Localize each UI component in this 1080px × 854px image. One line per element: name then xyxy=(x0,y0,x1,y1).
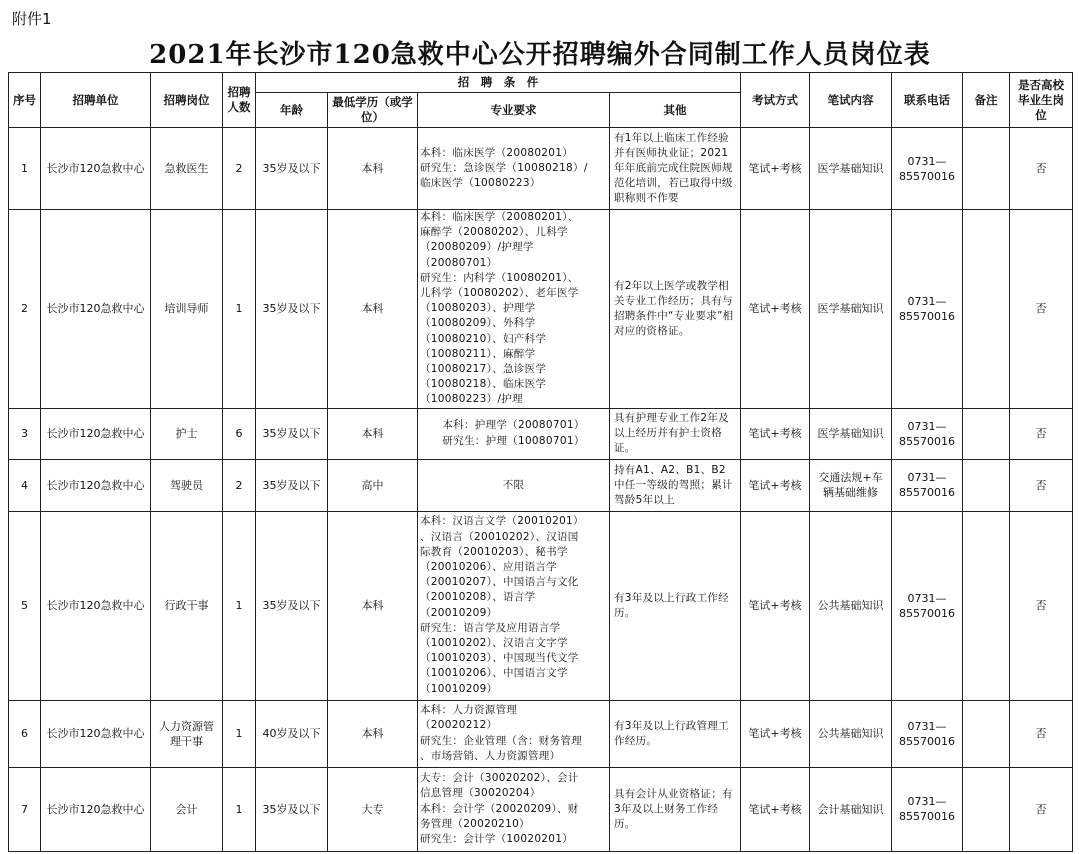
row-exam-method: 笔试+考核 xyxy=(741,408,810,459)
row-other: 有3年及以上行政工作经历。 xyxy=(610,511,741,700)
row-unit: 长沙市120急救中心 xyxy=(41,128,151,210)
row-remark xyxy=(963,459,1010,511)
row-remark xyxy=(963,511,1010,700)
row-unit: 长沙市120急救中心 xyxy=(41,511,151,700)
header-exam-method: 考试方式 xyxy=(741,73,810,128)
row-written-content: 会计基础知识 xyxy=(810,767,892,851)
row-education: 大专 xyxy=(328,767,418,851)
row-age: 35岁及以下 xyxy=(256,408,328,459)
row-graduate: 否 xyxy=(1010,700,1073,767)
header-unit: 招聘单位 xyxy=(41,73,151,128)
row-other: 具有护理专业工作2年及以上经历并有护士资格证。 xyxy=(610,408,741,459)
row-age: 35岁及以下 xyxy=(256,210,328,409)
row-education: 本科 xyxy=(328,511,418,700)
row-graduate: 否 xyxy=(1010,459,1073,511)
row-count: 1 xyxy=(223,700,256,767)
row-education: 本科 xyxy=(328,128,418,210)
row-position: 行政干事 xyxy=(151,511,223,700)
row-other: 持有A1、A2、B1、B2中任一等级的驾照；累计驾龄5年以上 xyxy=(610,459,741,511)
row-count: 1 xyxy=(223,210,256,409)
row-exam-method: 笔试+考核 xyxy=(741,128,810,210)
row-position: 会计 xyxy=(151,767,223,851)
row-count: 1 xyxy=(223,767,256,851)
row-written-content: 交通法规+车辆基础维修 xyxy=(810,459,892,511)
row-phone: 0731— 85570016 xyxy=(892,459,963,511)
row-remark xyxy=(963,408,1010,459)
row-other: 具有会计从业资格证；有3年及以上财务工作经历。 xyxy=(610,767,741,851)
row-age: 35岁及以下 xyxy=(256,459,328,511)
header-seq: 序号 xyxy=(9,73,41,128)
header-phone: 联系电话 xyxy=(892,73,963,128)
row-major: 本科：汉语言文学（20010201） 、汉语言（20010202）、汉语国 际教育（20010203）、秘书学 （20010206）、应用语言学 （20010207）、中国语言与文化 （20010208）、语言学 （20010209） 研究生：语言学及应用语言学 （10010202）、汉语言文字学 （10010203）、中国现当代文学 （10010206）、中国语言文学 （10010209） xyxy=(418,511,610,700)
row-seq: 5 xyxy=(9,511,41,700)
row-phone: 0731— 85570016 xyxy=(892,511,963,700)
row-age: 40岁及以下 xyxy=(256,700,328,767)
header-position: 招聘岗位 xyxy=(151,73,223,128)
header-written-content: 笔试内容 xyxy=(810,73,892,128)
row-unit: 长沙市120急救中心 xyxy=(41,700,151,767)
row-seq: 7 xyxy=(9,767,41,851)
row-written-content: 医学基础知识 xyxy=(810,408,892,459)
row-seq: 2 xyxy=(9,210,41,409)
row-major: 本科：临床医学（20080201）、 麻醉学（20080202）、儿科学 （20080209）/护理学 （20080701） 研究生：内科学（10080201）、 儿科学（10080202）、老年医学 （10080203）、护理学 （10080209）、外科学 （10080210）、妇产科学 （10080211）、麻醉学 （10080217）、急诊医学 （10080218）、临床医学 （10080223）/护理 xyxy=(418,210,610,409)
row-position: 护士 xyxy=(151,408,223,459)
row-exam-method: 笔试+考核 xyxy=(741,511,810,700)
row-unit: 长沙市120急救中心 xyxy=(41,210,151,409)
row-age: 35岁及以下 xyxy=(256,128,328,210)
row-position: 驾驶员 xyxy=(151,459,223,511)
row-major: 本科：护理学（20080701） 研究生：护理（10080701） xyxy=(418,408,610,459)
row-other: 有2年以上医学或教学相关专业工作经历；具有与招聘条件中“专业要求”相对应的资格证。 xyxy=(610,210,741,409)
row-education: 本科 xyxy=(328,210,418,409)
row-position: 培训导师 xyxy=(151,210,223,409)
row-unit: 长沙市120急救中心 xyxy=(41,408,151,459)
row-position: 急救医生 xyxy=(151,128,223,210)
row-written-content: 公共基础知识 xyxy=(810,700,892,767)
header-remark: 备注 xyxy=(963,73,1010,128)
row-education: 高中 xyxy=(328,459,418,511)
row-graduate: 否 xyxy=(1010,128,1073,210)
row-seq: 6 xyxy=(9,700,41,767)
header-graduate: 是否高校毕业生岗位 xyxy=(1010,73,1073,128)
row-count: 2 xyxy=(223,128,256,210)
row-remark xyxy=(963,700,1010,767)
row-unit: 长沙市120急救中心 xyxy=(41,459,151,511)
row-unit: 长沙市120急救中心 xyxy=(41,767,151,851)
row-major: 本科：人力资源管理 （20020212） 研究生：企业管理（含：财务管理 、市场营销、人力资源管理） xyxy=(418,700,610,767)
row-graduate: 否 xyxy=(1010,767,1073,851)
row-graduate: 否 xyxy=(1010,511,1073,700)
row-phone: 0731— 85570016 xyxy=(892,408,963,459)
row-seq: 1 xyxy=(9,128,41,210)
header-count: 招聘人数 xyxy=(223,73,256,128)
row-written-content: 医学基础知识 xyxy=(810,128,892,210)
row-seq: 4 xyxy=(9,459,41,511)
row-phone: 0731— 85570016 xyxy=(892,700,963,767)
header-education: 最低学历（或学位） xyxy=(328,93,418,128)
row-major: 大专：会计（30020202）、会计 信息管理（30020204） 本科：会计学（20020209）、财 务管理（20020210） 研究生：会计学（10020201） xyxy=(418,767,610,851)
row-exam-method: 笔试+考核 xyxy=(741,700,810,767)
row-phone: 0731— 85570016 xyxy=(892,128,963,210)
row-phone: 0731— 85570016 xyxy=(892,767,963,851)
header-age: 年龄 xyxy=(256,93,328,128)
positions-table xyxy=(8,72,1073,852)
annex-label: 附件1 xyxy=(12,10,52,28)
row-remark xyxy=(963,210,1010,409)
row-age: 35岁及以下 xyxy=(256,511,328,700)
table-row xyxy=(9,767,1073,851)
header-other: 其他 xyxy=(610,93,741,128)
row-major: 本科：临床医学（20080201） 研究生：急诊医学（10080218）/ 临床医学（10080223） xyxy=(418,128,610,210)
row-graduate: 否 xyxy=(1010,210,1073,409)
table-row xyxy=(9,210,1073,409)
header-major: 专业要求 xyxy=(418,93,610,128)
row-exam-method: 笔试+考核 xyxy=(741,210,810,409)
row-exam-method: 笔试+考核 xyxy=(741,459,810,511)
header-conditions: 招 聘 条 件 xyxy=(256,73,741,93)
table-row xyxy=(9,459,1073,511)
page-title: 2021年长沙市120急救中心公开招聘编外合同制工作人员岗位表 xyxy=(149,40,931,70)
row-graduate: 否 xyxy=(1010,408,1073,459)
row-major: 不限 xyxy=(418,459,610,511)
table-row xyxy=(9,128,1073,210)
row-remark xyxy=(963,767,1010,851)
row-written-content: 公共基础知识 xyxy=(810,511,892,700)
row-seq: 3 xyxy=(9,408,41,459)
row-phone: 0731— 85570016 xyxy=(892,210,963,409)
row-count: 1 xyxy=(223,511,256,700)
row-education: 本科 xyxy=(328,700,418,767)
row-education: 本科 xyxy=(328,408,418,459)
row-other: 有3年及以上行政管理工作经历。 xyxy=(610,700,741,767)
row-count: 6 xyxy=(223,408,256,459)
row-written-content: 医学基础知识 xyxy=(810,210,892,409)
row-other: 有1年以上临床工作经验并有医师执业证；2021年年底前完成住院医师规范化培训，若已取得中级职称则不作要 xyxy=(610,128,741,210)
row-count: 2 xyxy=(223,459,256,511)
table-row xyxy=(9,408,1073,459)
table-row xyxy=(9,511,1073,700)
row-position: 人力资源管理干事 xyxy=(151,700,223,767)
row-exam-method: 笔试+考核 xyxy=(741,767,810,851)
row-remark xyxy=(963,128,1010,210)
row-age: 35岁及以下 xyxy=(256,767,328,851)
table-row xyxy=(9,700,1073,767)
